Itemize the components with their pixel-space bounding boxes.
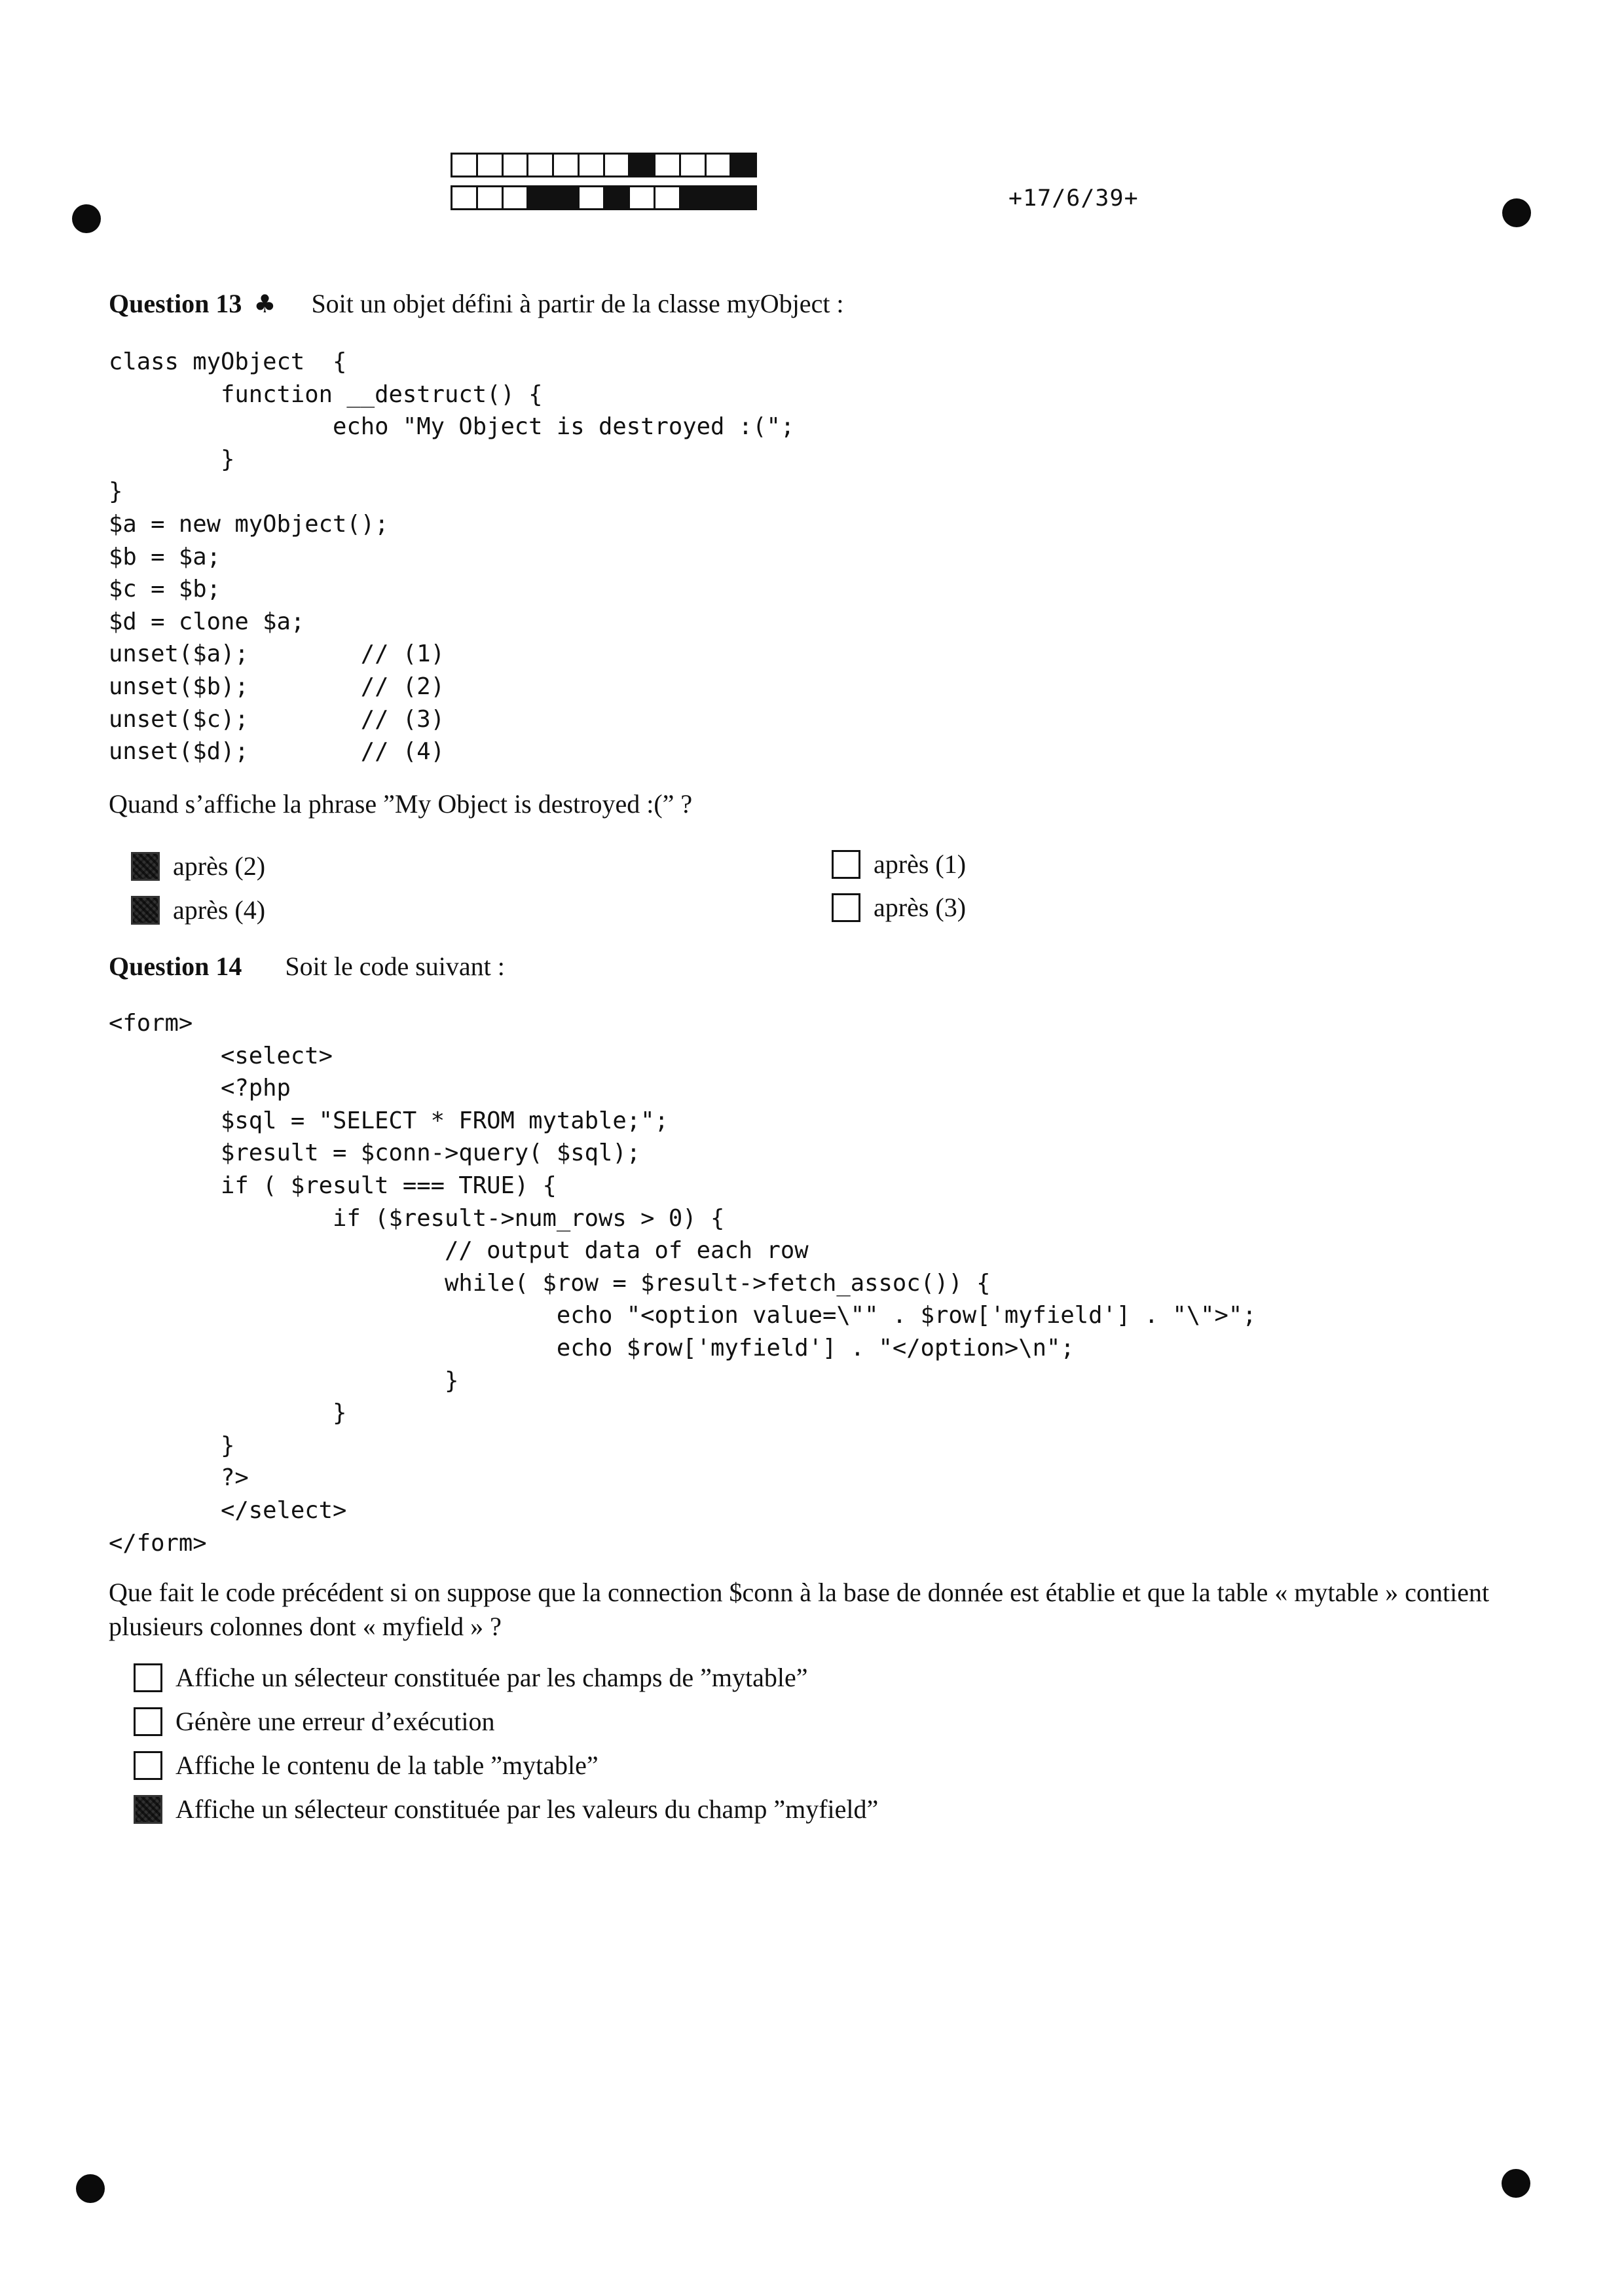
checkbox-checked[interactable]	[131, 896, 160, 925]
question-14-text: Soit le code suivant :	[285, 952, 505, 981]
club-icon: ♣	[253, 289, 276, 318]
barcode-cell	[452, 187, 478, 208]
answer-label: Affiche un sélecteur constituée par les champs de ”mytable”	[175, 1663, 808, 1692]
answer-label: après (1)	[874, 849, 967, 879]
answer-option[interactable]	[134, 1662, 808, 1693]
answer-label: Affiche un sélecteur constituée par les valeurs du champ ”myfield”	[175, 1794, 879, 1824]
answer-label: Affiche le contenu de la table ”mytable”	[175, 1750, 599, 1780]
checkbox-checked[interactable]	[134, 1795, 162, 1824]
question-13-header	[109, 288, 844, 319]
barcode-cell	[707, 187, 732, 208]
barcode-cell	[605, 155, 631, 176]
answer-option[interactable]	[832, 849, 966, 880]
answer-option[interactable]	[134, 1794, 878, 1824]
barcode-cell	[630, 155, 655, 176]
registration-mark-bottom-left	[76, 2174, 105, 2203]
question-13-text: Soit un objet défini à partir de la classe myObject :	[311, 289, 844, 318]
barcode-cell	[478, 187, 504, 208]
barcode-cell	[731, 187, 755, 208]
checkbox[interactable]	[832, 850, 860, 879]
question-13-code: class myObject { function __destruct() { echo "My Object is destroyed :("; } } $a = new myObject(); $b = $a; $c = $b; $d = clone $a; unset($a); // (1) unset($b); // (2) unset($c); // (3) unset($d); // (4)	[109, 348, 795, 766]
barcode-cell	[478, 155, 504, 176]
barcode-cell	[707, 155, 732, 176]
barcode-cell	[630, 187, 655, 208]
barcode-cell	[655, 187, 681, 208]
barcode-cell	[452, 155, 478, 176]
registration-mark-bottom-right	[1502, 2169, 1530, 2198]
question-13-number: Question 13	[109, 289, 242, 318]
checkbox[interactable]	[832, 893, 860, 922]
answer-label: après (4)	[173, 895, 266, 925]
barcode-cell	[580, 155, 605, 176]
registration-mark-top-left	[72, 204, 101, 233]
barcode-cell	[681, 155, 707, 176]
answer-option[interactable]	[131, 851, 265, 881]
page-barcode-row-2	[451, 185, 757, 210]
barcode-cell	[554, 155, 580, 176]
barcode-cell	[580, 187, 605, 208]
answer-label: après (2)	[173, 851, 266, 881]
question-13-prompt: Quand s’affiche la phrase ”My Object is destroyed :(” ?	[109, 789, 693, 819]
barcode-cell	[504, 155, 529, 176]
answer-option[interactable]	[134, 1706, 495, 1737]
checkbox-checked[interactable]	[131, 852, 160, 881]
page-barcode-row-1	[451, 153, 757, 177]
answer-option[interactable]	[134, 1750, 599, 1781]
question-14-header	[109, 951, 505, 982]
barcode-cell	[681, 187, 707, 208]
answer-option[interactable]	[832, 892, 966, 923]
page-id: +17/6/39+	[1008, 185, 1139, 212]
barcode-cell	[605, 187, 631, 208]
answer-label: après (3)	[874, 893, 967, 922]
checkbox[interactable]	[134, 1663, 162, 1692]
barcode-cell	[554, 187, 580, 208]
answer-option[interactable]	[131, 895, 265, 925]
question-14-number: Question 14	[109, 952, 242, 981]
checkbox[interactable]	[134, 1707, 162, 1736]
checkbox[interactable]	[134, 1751, 162, 1780]
barcode-cell	[504, 187, 529, 208]
registration-mark-top-right	[1502, 198, 1531, 227]
barcode-cell	[655, 155, 681, 176]
barcode-cell	[528, 155, 554, 176]
barcode-cell	[731, 155, 755, 176]
answer-label: Génère une erreur d’exécution	[175, 1707, 495, 1736]
question-14-prompt: Que fait le code précédent si on suppose que la connection $conn à la base de donnée est établie et que la table « mytable » contient plusieurs colonnes dont « myfield » ?	[109, 1578, 1490, 1641]
question-14-code: <form> <select> <?php $sql = "SELECT * FROM mytable;"; $result = $conn->query( $sql); if ( $result === TRUE) { if ($result->num_rows > 0) { // output data of each row while( $row = $result->fetch_assoc()) { echo "<option value=\"" . $row['myfield'] . "\">"; echo $row['myfield'] . "</option>\n"; } } } ?> </select> </form>	[109, 1010, 1257, 1557]
barcode-cell	[528, 187, 554, 208]
